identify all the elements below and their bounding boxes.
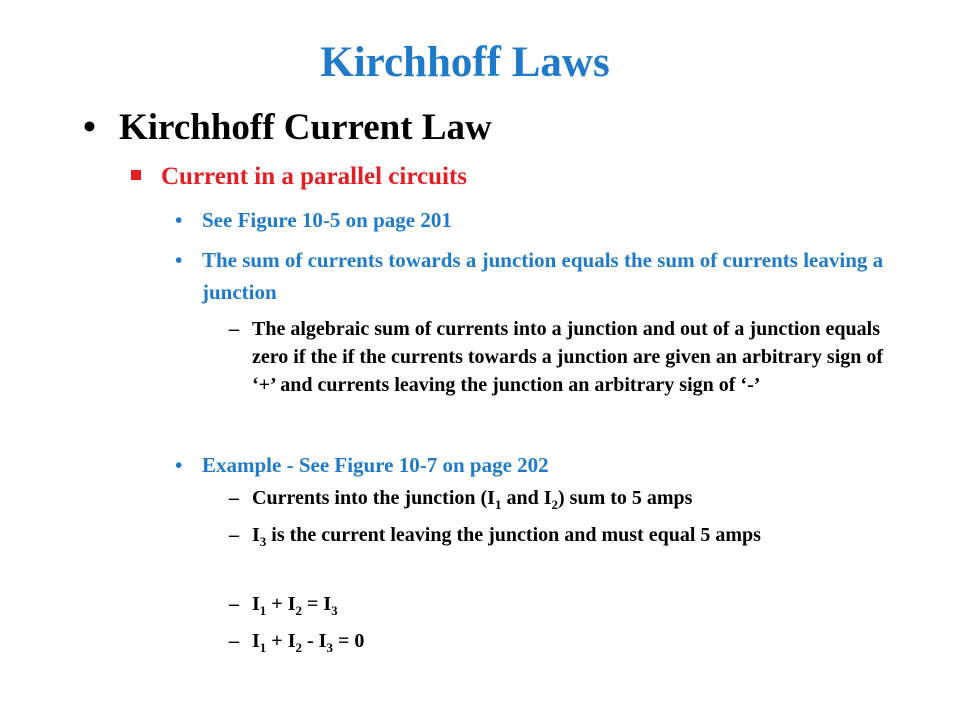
square-bullet-icon	[131, 170, 141, 180]
item-currents-into-junction	[229, 484, 909, 512]
dash-marker: –	[229, 318, 239, 340]
equation-text: $I_1 + I_2 = I_3$	[252, 593, 338, 618]
item-text: The algebraic sum of currents into a junction and out of a junction equals zero if the if the currents towards a junction are given an arbitrary sign of ‘+’ and currents leaving the junction an arbitrary sign of ‘-’	[252, 318, 884, 396]
item-text: See Figure 10-5 on page 201	[202, 208, 452, 232]
bullet-text: Kirchhoff Current Law	[119, 107, 492, 148]
item-see-figure-10-5	[175, 204, 910, 236]
item-sum-rule	[175, 244, 910, 308]
bullet-marker: •	[175, 248, 183, 272]
item-text: $I_3$ is the current leaving the junction and must equal 5 amps	[252, 524, 761, 549]
item-example	[175, 449, 910, 481]
dash-marker: –	[229, 524, 239, 546]
item-text: Example - See Figure 10-7 on page 202	[202, 453, 549, 477]
item-equation-zero	[229, 627, 909, 655]
dash-marker: –	[229, 593, 239, 615]
slide-title: Kirchhoff Laws	[320, 39, 610, 86]
item-equation-sum	[229, 590, 909, 618]
item-i3-leaving	[229, 521, 909, 549]
bullet-kirchhoff-current-law	[83, 104, 492, 152]
subheading-parallel-circuits	[131, 160, 467, 194]
dash-marker: –	[229, 630, 239, 652]
dash-marker: –	[229, 487, 239, 509]
bullet-marker: •	[175, 208, 183, 232]
equation-text: $I_1 + I_2 - I_3 = 0$	[252, 630, 365, 655]
item-text: Currents into the junction ($I_1$ and $I_2$) sum to 5 amps	[252, 487, 693, 512]
bullet-marker: •	[83, 107, 96, 148]
bullet-marker: •	[175, 453, 183, 477]
subheading-text: Current in a parallel circuits	[161, 163, 467, 190]
item-algebraic-sum	[229, 315, 909, 399]
item-text: The sum of currents towards a junction equals the sum of currents leaving a junction	[202, 248, 884, 304]
